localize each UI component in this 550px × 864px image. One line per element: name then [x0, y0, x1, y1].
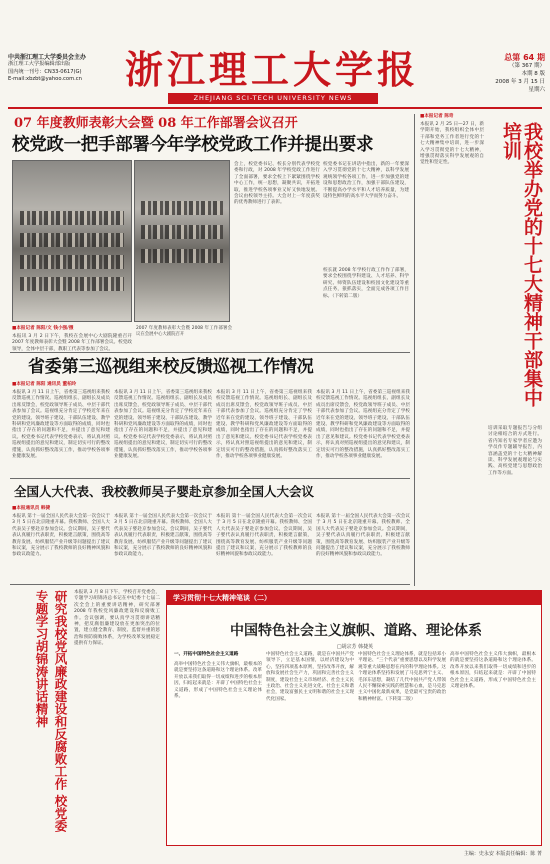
npc-reporter: ■本报通讯员 韩捷	[12, 506, 51, 511]
inspection-body-1: 本报讯 3 月 11 日上午，省委第三巡视组来我校反馈巡视工作情况。巡视组组长、副组长及成员出席反馈会，校党政领导班子成员、中层干部代表参加了会议。巡视组充分肯定了学校近年来在党的建设、领导班子建设、干部队伍建设、教学科研和党风廉政建设等方面取得的成绩，同时也指出了存在的问题和不足，并提出了意见和建议。校党委书记代表学校党委表示，将认真对照巡视组提出的意见和建议，制定切实可行的整改措施，认真抓好整改落实工作，推动学校各项事业健康发展。	[12, 390, 110, 460]
study-section-heading: 一、开拓中国特色社会主义道路	[174, 652, 239, 657]
inspection-body-4: 本报讯 3 月 11 日上午，省委第三巡视组来我校反馈巡视工作情况。巡视组组长、副组长及成员出席反馈会，校党政领导班子成员、中层干部代表参加了会议。巡视组充分肯定了学校近年来在党的建设、领导班子建设、干部队伍建设、教学科研和党风廉政建设等方面取得的成绩，同时也指出了存在的问题和不足，并提出了意见和建议。校党委书记代表学校党委表示，将认真对照巡视组提出的意见和建议，制定切实可行的整改措施，认真抓好整改落实工作，推动学校各项事业健康发展。	[316, 390, 410, 460]
lead-divider	[10, 352, 410, 353]
publisher: 中共浙江理工大学委员会主办	[8, 54, 87, 61]
lead-headline: 校党政一把手部署今年学校党政工作并提出要求	[12, 135, 374, 155]
study-column-header: 学习贯彻十七大精神笔谈（二）	[167, 591, 541, 605]
masthead-rule	[8, 107, 542, 109]
right-headline: 我校举办党的十七大精神干部集中培训	[500, 122, 543, 407]
footer-credits: 主编：史永安 本版责任编辑：陈 菁	[463, 851, 542, 857]
inspection-divider	[10, 478, 410, 479]
npc-headline: 全国人大代表、我校教师吴子婴赴京参加全国人大会议	[14, 484, 315, 499]
issue-info	[430, 54, 545, 94]
study-body-4: 高举中国特色社会主义伟大旗帜，最根本的就是要坚持这条道路和这个理论体系。改革开放以来我们取得一切成绩和进步的根本原因，归结起来就是：开辟了中国特色社会主义道路，形成了中国特色社会主义理论体系。	[450, 652, 536, 690]
page-count: 本期 8 版	[521, 71, 545, 77]
right-reporter: ■本报记者 陈奇	[420, 114, 454, 119]
study-body-2: 中国特色社会主义道路，就是在中国共产党领导下，立足基本国情，以经济建设为中心，坚持四项基本原则，坚持改革开放，解放和发展社会生产力，巩固和完善社会主义制度，建设社会主义市场经济、社会主义民主政治、社会主义先进文化、社会主义和谐社会，建设富强民主文明和谐的社会主义现代化国家。	[266, 652, 354, 702]
email: E-mail:xbzbt@yahoo.com.cn	[8, 76, 82, 83]
lead-photo-caption: 2007 年度教师表彰大会暨 2008 年工作部署会议在会展中心大剧院召开	[136, 326, 232, 337]
npc-body-3: 本报讯 第十一届全国人民代表大会第一次会议于 3 月 5 日在北京隆重开幕。我校教师、全国人大代表吴子婴赴京参加会议。会议期间，吴子婴代表认真履行代表职责，积极建言献策，围绕高等教育发展、纺织服装产业升级等问题提出了建议和议案，充分展示了我校教师的良好精神风貌和参政议政能力。	[216, 514, 312, 558]
inspection-reporter: ■本报记者 陈阳 通讯员 董柏玲	[12, 382, 77, 387]
lead-body-1: 本报讯 3 月 2 日下午，我校在会展中心大剧院隆重召开 2007 年度教师表彰大会暨 2008 年工作部署会议。校党政领导，全体中层干部，教职工代表等参加了会议。	[12, 334, 132, 352]
issue-number: （第 367 期）	[509, 63, 545, 69]
issue-weekday: 星期六	[528, 87, 545, 93]
lead-kicker: 07 年度教师表彰大会暨 08 年工作部署会议召开	[14, 116, 298, 131]
right-body-1: 本报讯 2 月 25 日—27 日，新学期开始，我校组织全体中层干部和党务工作者进行党的十七大精神集中培训，进一步深入学习贯彻党的十七大精神，增强贯彻落实科学发展观的自觉性和坚定性。	[420, 122, 484, 166]
inspection-headline: 省委第三巡视组来校反馈巡视工作情况	[28, 357, 314, 377]
issue-total: 总第 64 期	[504, 53, 545, 62]
npc-body-2: 本报讯 第十一届全国人民代表大会第一次会议于 3 月 5 日在北京隆重开幕。我校教师、全国人大代表吴子婴赴京参加会议。会议期间，吴子婴代表认真履行代表职责，积极建言献策，围绕高等教育发展、纺织服装产业升级等问题提出了建议和议案，充分展示了我校教师的良好精神风貌和参政议政能力。	[114, 514, 212, 558]
lead-body-3: 校党委书记在讲话中指出，新的一年要深入学习贯彻党的十七大精神，以科学发展观统领学校各项工作，进一步加强党的建设和思想政治工作，加强干部队伍建设，不断提高办学水平和人才培养质量，为建设特色鲜明的高水平大学而努力奋斗。	[323, 162, 409, 200]
english-title: ZHEJIANG SCI-TECH UNIVERSITY NEWS	[168, 93, 378, 104]
right-body-2: 培训采取专题报告与分组讨论相结合的方式进行。省内知名专家学者应邀为学员作专题辅导报告，内容涵盖党的十七大精神解读、科学发展观理论与实践、高校党建与思想政治工作等方面。	[488, 426, 542, 476]
newspaper-logo	[122, 47, 422, 94]
study-headline: 中国特色社会主义旗帜、道路、理论体系	[230, 623, 482, 639]
inspection-body-3: 本报讯 3 月 11 日上午，省委第三巡视组来我校反馈巡视工作情况。巡视组组长、副组长及成员出席反馈会，校党政领导班子成员、中层干部代表参加了会议。巡视组充分肯定了学校近年来在党的建设、领导班子建设、干部队伍建设、教学科研和党风廉政建设等方面取得的成绩，同时也指出了存在的问题和不足，并提出了意见和建议。校党委书记代表学校党委表示，将认真对照巡视组提出的意见和建议，制定切实可行的整改措施，认真抓好整改落实工作，推动学校各项事业健康发展。	[216, 390, 312, 460]
lead-reporter: ■本报记者 陈阳/文 钱小强/摄	[12, 326, 74, 331]
sponsor: 浙江理工大学报编辑部出版	[8, 61, 71, 68]
npc-body-4: 本报讯 第十一届全国人民代表大会第一次会议于 3 月 5 日在北京隆重开幕。我校教师、全国人大代表吴子婴赴京参加会议。会议期间，吴子婴代表认真履行代表职责，积极建言献策，围绕高等教育发展、纺织服装产业升级等问题提出了建议和议案，充分展示了我校教师的良好精神风貌和参政议政能力。	[316, 514, 410, 558]
party-study-headline: 研究我校党风廉政建设和反腐败工作 校党委专题学习胡锦涛讲话精神	[34, 590, 68, 832]
study-byline: □胡宗芳 韩捷英	[336, 644, 374, 650]
study-body-1: 高举中国特色社会主义伟大旗帜，最根本的就是要坚持这条道路和这个理论体系。改革开放以来我们取得一切成绩和进步的根本原因，归结起来就是：开辟了中国特色社会主义道路，形成了中国特色社会主义理论体系。	[174, 662, 262, 700]
party-study-body: 本报讯 3 月 8 日下午，学校召开党委会，专题学习胡锦涛总书记在中纪委十七届二次全会上的重要讲话精神，研究部署 2008 年我校党风廉政建设和反腐败工作。会议强调，要认真学习贯彻讲话精神，把反腐倡廉建设放在更加突出的位置，建立健全教育、制度、监督并重的惩治和预防腐败体系，为学校改革发展稳定提供有力保证。	[74, 590, 160, 647]
right-column-rule	[414, 114, 415, 586]
issue-date: 2008 年 3 月 15 日	[495, 79, 545, 85]
newspaper-title: 浙江理工大学报	[124, 47, 419, 92]
masthead	[0, 0, 550, 92]
study-body-3: 中国特色社会主义理论体系，就是包括邓小平理论、“三个代表”重要思想以及科学发展观等重大战略思想在内的科学理论体系。这个理论体系坚持和发展了马克思列宁主义、毛泽东思想，凝结了几代中国共产党人带领人民不懈探索实践的智慧和心血，是马克思主义中国化最新成果，是党最可宝贵的政治和精神财富。（下转第二版）	[358, 652, 446, 702]
npc-divider	[10, 584, 410, 585]
lead-body-2: 会上，校党委书记、校长分别代表学校党委和行政，对 2008 年学校党政工作进行了全面部署，要求全校上下紧紧围绕学校中心工作，统一思想，凝聚共识，开拓进取，推进学校各项事业又好又快地发展。会议由校领导主持。大会对上一年度获奖的优秀教师进行了表彰。	[234, 162, 320, 206]
lead-photo-2	[134, 160, 230, 322]
lead-body-4: 校长就 2008 年学校行政工作作了部署，要求全校围绕学科建设、人才培养、科学研究、师资队伍建设和校园文化建设等重点任务，狠抓落实，全面完成各项工作目标。（下转第二版）	[323, 268, 409, 299]
npc-body-1: 本报讯 第十一届全国人民代表大会第一次会议于 3 月 5 日在北京隆重开幕。我校教师、全国人大代表吴子婴赴京参加会议。会议期间，吴子婴代表认真履行代表职责，积极建言献策，围绕高等教育发展、纺织服装产业升级等问题提出了建议和议案，充分展示了我校教师的良好精神风貌和参政议政能力。	[12, 514, 110, 558]
lead-photo	[12, 160, 132, 322]
publisher-info	[8, 54, 128, 84]
inspection-body-2: 本报讯 3 月 11 日上午，省委第三巡视组来我校反馈巡视工作情况。巡视组组长、副组长及成员出席反馈会，校党政领导班子成员、中层干部代表参加了会议。巡视组充分肯定了学校近年来在党的建设、领导班子建设、干部队伍建设、教学科研和党风廉政建设等方面取得的成绩，同时也指出了存在的问题和不足，并提出了意见和建议。校党委书记代表学校党委表示，将认真对照巡视组提出的意见和建议，制定切实可行的整改措施，认真抓好整改落实工作，推动学校各项事业健康发展。	[114, 390, 212, 460]
cn-number: 国内统一刊号：CN33-0617(G)	[8, 68, 82, 75]
